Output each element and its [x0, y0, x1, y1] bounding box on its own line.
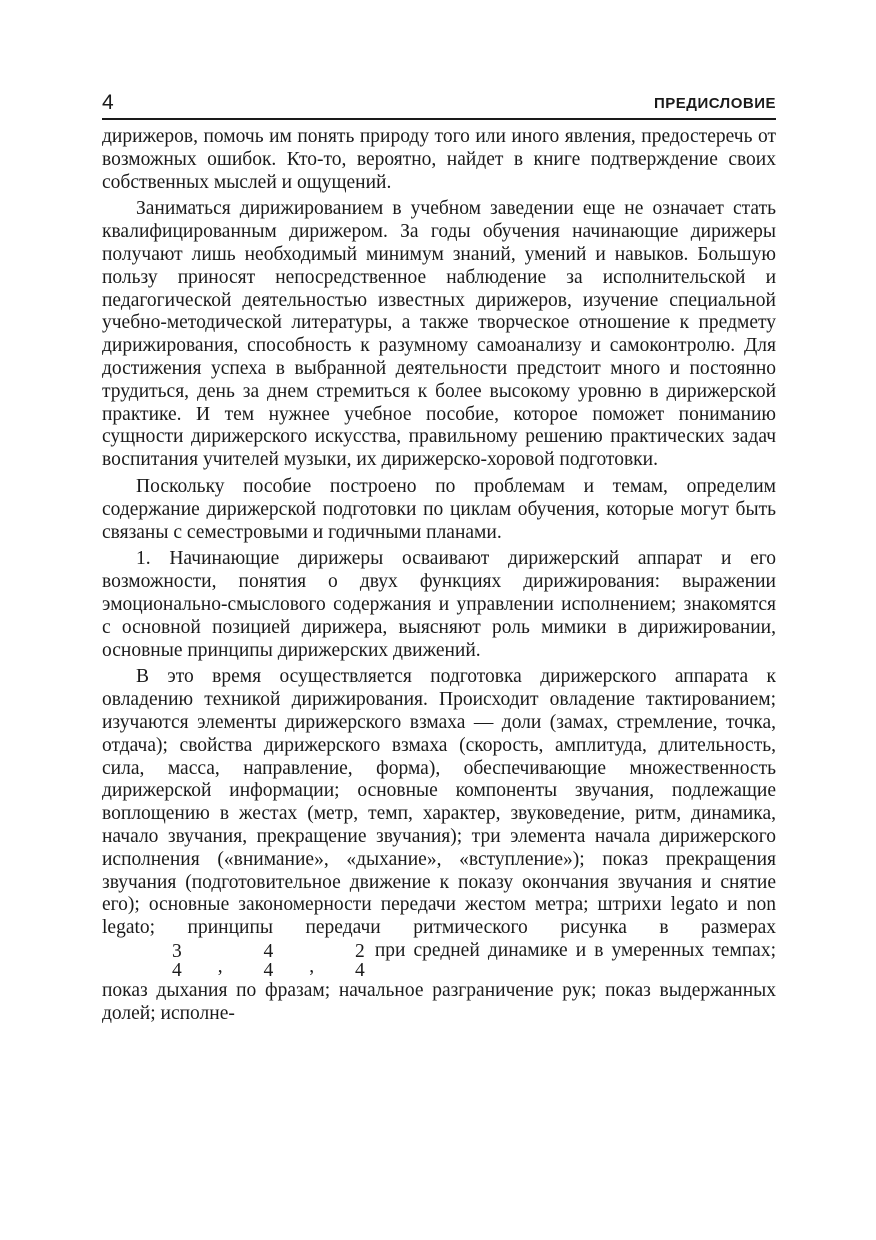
fraction-denominator: 4 [355, 960, 365, 982]
paragraph-text-after-fractions: при средней динамике и в умеренных темпах; показ дыхания по фразам; начальное разграничение рук; показ выдержанных долей; исполне- [102, 939, 777, 1025]
paragraph-text-before-fractions: В это время осуществляется подготовка дирижерского аппарата к овладению техникой дирижирования. Происходит овладение тактированием; изучаются элементы дирижерского взмаха — доли (замах, стремление, точка, отдача); свойства дирижерского взмаха (скорость, амплитуда, длительность, сила, масса, направление, форма), обеспечивающие множественность дирижерской информации; основные компоненты звучания, подлежащие воплощению в жестах (метр, темп, характер, звуковедение, ритм, динамика, начало звучания, прекращение звучания); три элемента начала дирижерского исполнения («внимание», «дыхание», «вступление»); показ прекращения звучания (подготовительное движение к показу окончания звучания и снятие его); основные закономерности передачи жестом метра; штрихи legato и non legato; принципы передачи ритмического рисунка в размерах [102, 666, 776, 939]
fraction-denominator: 4 [172, 960, 182, 982]
page-number: 4 [102, 91, 114, 114]
fraction-denominator: 4 [263, 960, 274, 982]
fraction-3-4 [138, 942, 182, 980]
running-head: ПРЕДИСЛОВИЕ [653, 95, 776, 112]
paragraph-numbered-item: 1. Начинающие дирижеры осваивают дирижерский аппарат и его возможности, понятия о двух функциях дирижирования: выражении эмоционально-смыслового содержания и управлении исполнением; знакомятся с основной позицией дирижера, выясняют роль мимики в дирижировании, основные принципы дирижерских движений. [102, 548, 776, 661]
paragraph-with-fractions [102, 666, 776, 1026]
page-header [102, 90, 776, 120]
paragraph: Заниматься дирижированием в учебном заведении еще не означает стать квалифицированным дирижером. За годы обучения начинающие дирижеры получают лишь необходимый минимум знаний, умений и навыков. Большую пользу приносят непосредственное наблюдение за исполнительской и педагогической деятельностью известных дирижеров, изучение специальной учебно-методической литературы, а также творческое отношение к предмету дирижирования, способность к разумному самоанализу и самоконтролю. Для достижения успеха в выбранной деятельности предстоит много и постоянно трудиться, день за днем стремиться к более высокому уровню в дирижерской практике. И тем нужнее учебное пособие, которое поможет пониманию сущности дирижерского искусства, правильному решению практических задач воспитания учителей музыки, их дирижерско-хоровой подготовки. [102, 198, 776, 471]
fraction-4-4 [230, 942, 274, 980]
paragraph-continued: дирижеров, помочь им понять природу того или иного явления, предостеречь от возможных ошибок. Кто-то, вероятно, найдет в книге подтверждение своих собственных мыслей и ощущений. [102, 126, 776, 193]
time-signature-fractions [102, 942, 367, 980]
document-page [102, 90, 776, 1026]
fraction-2-4 [321, 942, 365, 980]
fraction-separator: , [217, 955, 223, 977]
fraction-numerator: 2 [355, 941, 365, 963]
fraction-numerator: 3 [172, 941, 182, 963]
paragraph: Поскольку пособие построено по проблемам и темам, определим содержание дирижерской подготовки по циклам обучения, которые могут быть связаны с семестровыми и годичными планами. [102, 475, 776, 543]
body-text [102, 126, 776, 1026]
fraction-separator: , [309, 955, 315, 977]
fraction-numerator: 4 [263, 941, 274, 963]
